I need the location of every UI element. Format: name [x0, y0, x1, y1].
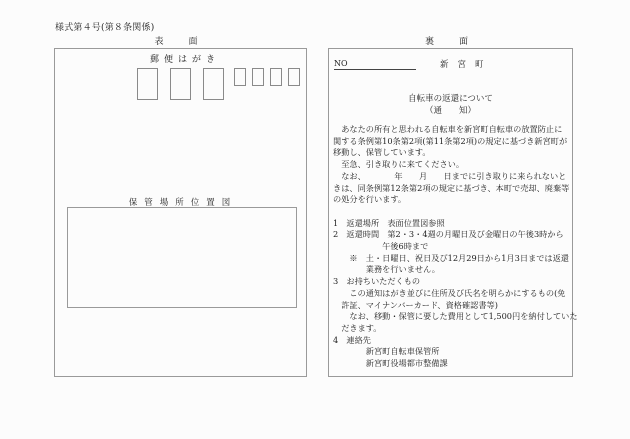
- body-line: だきます。: [333, 322, 382, 333]
- zip-box-3: [203, 68, 224, 100]
- body-line: 4 連絡先: [333, 334, 371, 345]
- zip-box-4: [234, 68, 246, 86]
- notice-body: [333, 124, 578, 370]
- body-line: 3 お持ちいただくもの: [333, 276, 421, 287]
- body-line: 午後6時まで: [333, 241, 429, 252]
- body-line: 2 返還時間 第2・3・4週の月曜日及び金曜日の午後3時から: [333, 229, 564, 240]
- town-name: 新宮町: [440, 60, 493, 70]
- number-field: [334, 59, 416, 70]
- body-line: なお、移動・保管に要した費用として1,500円を納付していた: [333, 311, 578, 322]
- body-line: この通知はがき並びに住所及び氏名を明らかにするもの(免: [333, 287, 566, 298]
- body-line: 業務を行いません。: [333, 264, 440, 275]
- body-line: 1 返還場所 表面位置図参照: [333, 217, 445, 228]
- number-label: NO: [334, 59, 348, 68]
- notice-title: 自転車の返還について: [408, 94, 493, 104]
- zip-box-5: [252, 68, 264, 86]
- body-line: 至急、引き取りに来てください。: [333, 159, 465, 170]
- body-line: 新宮町役場都市整備課: [333, 358, 448, 369]
- body-line: [333, 206, 573, 218]
- front-side-label: 表 面: [154, 37, 206, 47]
- body-line: きは、同条例第12条第2項の規定に基づき、本町で売却、廃棄等: [333, 182, 570, 193]
- map-title: 保管場所位置図: [128, 198, 238, 208]
- body-line: の処分を行います。: [333, 194, 407, 205]
- body-line: 新宮町自転車保管所: [333, 346, 440, 357]
- storage-map-box: [67, 207, 297, 308]
- body-line: あなたの所有と思われる自転車を新宮町自転車の放置防止に: [333, 124, 563, 134]
- zip-box-1: [137, 68, 158, 100]
- body-line: なお、 年 月 日までに引き取りに来られないと: [333, 170, 567, 181]
- zip-box-2: [170, 68, 191, 100]
- back-side-label: 裏 面: [424, 37, 476, 47]
- body-line: ※ 土・日曜日、祝日及び12月29日から1月3日までは返還: [333, 252, 569, 263]
- form-number: 様式第４号(第８条関係): [55, 23, 155, 33]
- body-line: 関する条例第10条第2項(第11条第2項)の規定に基づき新宮町が: [333, 135, 568, 146]
- zip-box-6: [270, 68, 282, 86]
- body-line: 許証、マイナンバーカード、資格確認書等): [333, 299, 498, 310]
- notice-subtitle: （通 知）: [424, 106, 476, 116]
- body-line: 移動し、保管しています。: [333, 147, 431, 158]
- postcard-title: 郵便はがき: [149, 55, 220, 65]
- zip-box-7: [288, 68, 300, 86]
